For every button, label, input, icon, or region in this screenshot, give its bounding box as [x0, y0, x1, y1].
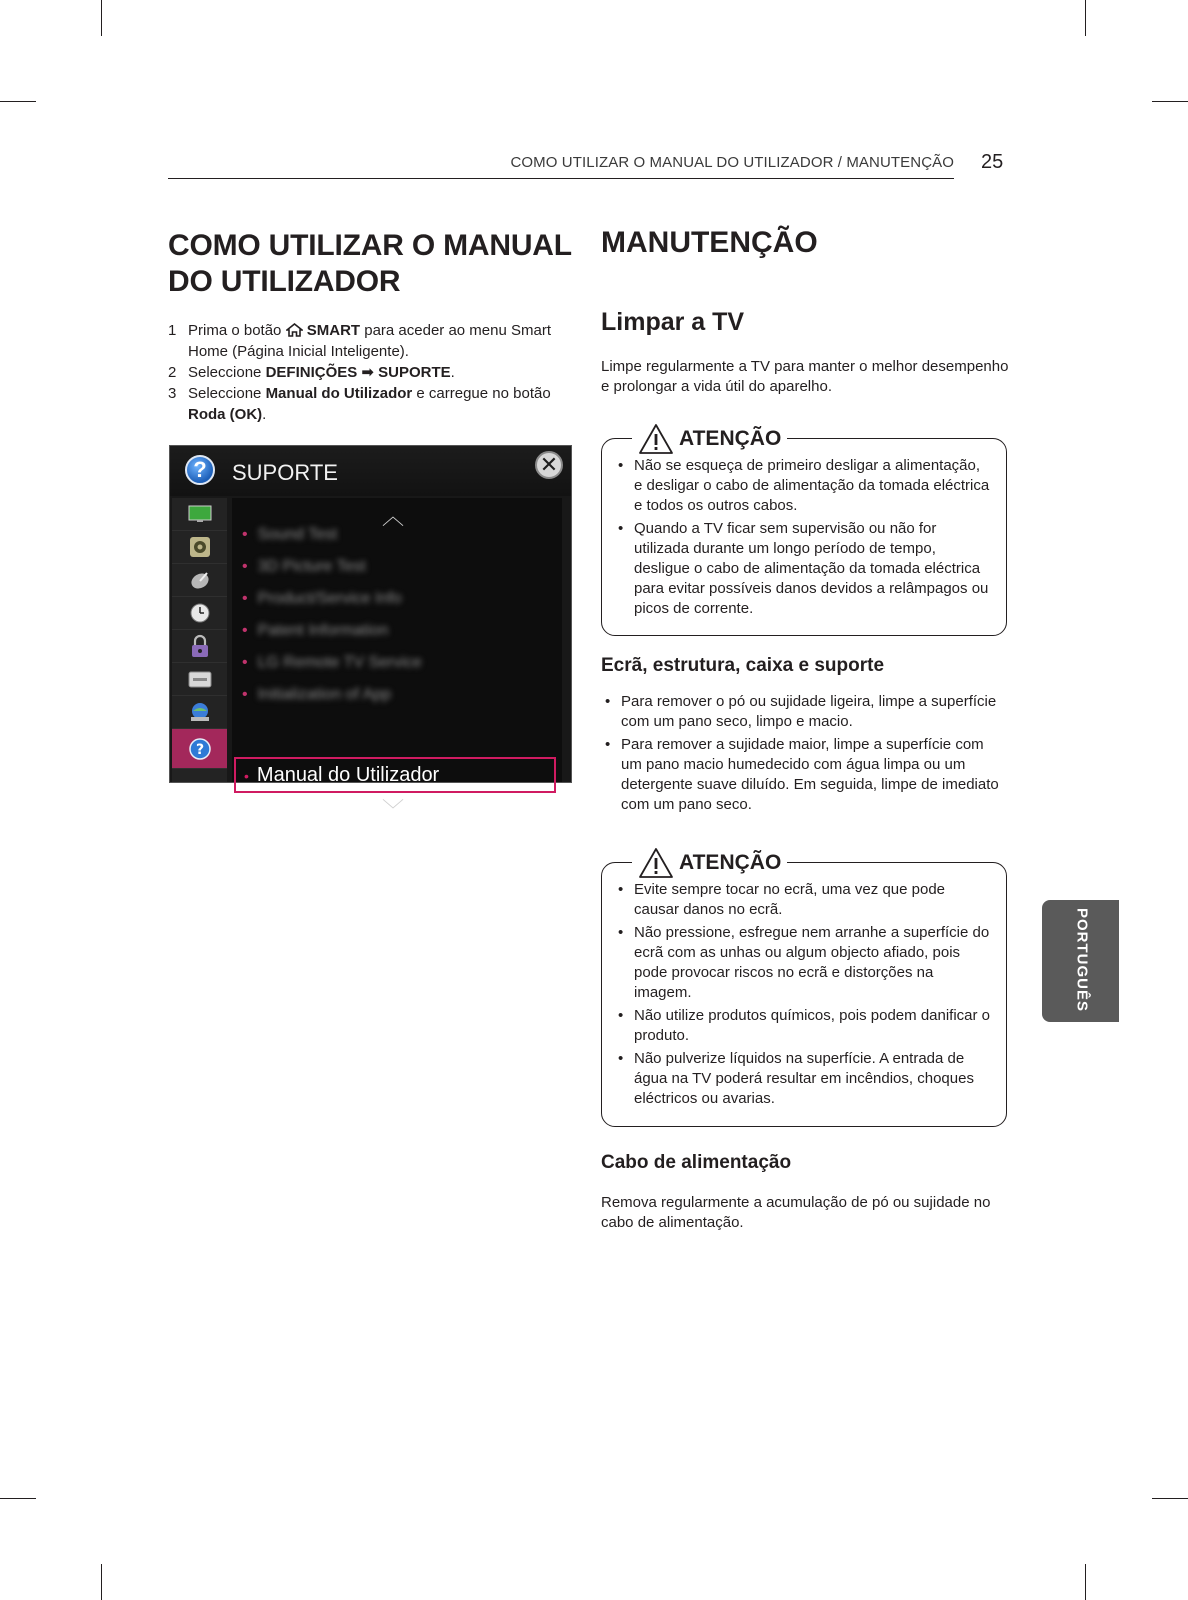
step-number: 3	[168, 385, 177, 402]
menu-item[interactable]: • Sound Test	[242, 526, 338, 543]
list-item: • Não pressione, esfregue nem arranhe a superfície do ecrã com as unhas ou algum objecto afiado, pois pode provocar riscos no ecrã e distorções na imagem.	[616, 923, 994, 1003]
menu-item-label: Patent Information	[257, 622, 389, 639]
header-rule	[168, 178, 954, 179]
svg-text:?: ?	[195, 741, 204, 758]
screen-care-list	[603, 692, 1008, 818]
running-header: COMO UTILIZAR O MANUAL DO UTILIZADOR / MANUTENÇÃO	[510, 154, 954, 171]
tv-menu-title: SUPORTE	[232, 460, 338, 485]
attention-list	[616, 880, 994, 1112]
step-text: Seleccione	[188, 385, 266, 402]
subheading-power-cable: Cabo de alimentação	[601, 1152, 792, 1173]
crop-mark	[0, 1498, 36, 1499]
step-number: 1	[168, 322, 177, 339]
network-icon[interactable]	[172, 696, 227, 729]
menu-item[interactable]: • Product/Service Info	[242, 590, 402, 607]
list-item: • Não pulverize líquidos na superfície. A entrada de água na TV poderá resultar em incêndios, choques eléctricos ou avarias.	[616, 1049, 994, 1109]
menu-item[interactable]: • 3D Picture Test	[242, 558, 366, 575]
menu-item-selected[interactable]: • Manual do Utilizador	[234, 757, 556, 793]
tv-menu-list	[232, 498, 562, 823]
list-item: • Não se esqueça de primeiro desligar a alimentação, e desligar o cabo de alimentação da tomada eléctrica e todos os outros cabos.	[616, 456, 991, 516]
subheading-screen: Ecrã, estrutura, caixa e suporte	[601, 655, 885, 676]
crop-mark	[101, 1564, 102, 1600]
step-text: Prima o botão	[188, 322, 286, 339]
language-tab	[1042, 900, 1119, 1022]
step-item	[168, 320, 578, 362]
steps-list	[168, 320, 578, 425]
menu-item[interactable]: • Initialization of App	[242, 686, 392, 703]
menu-item-label: Initialization of App	[257, 686, 392, 703]
lock-icon[interactable]	[172, 630, 227, 663]
menu-item[interactable]: • LG Remote TV Service	[242, 654, 422, 671]
crop-mark	[1152, 1498, 1188, 1499]
support-icon[interactable]	[172, 729, 227, 769]
list-item: • Evite sempre tocar no ecrã, uma vez que pode causar danos no ecrã.	[616, 880, 994, 920]
step-text: .	[262, 406, 267, 423]
power-cable-text: Remova regularmente a acumulação de pó ou sujidade no cabo de alimentação.	[601, 1194, 991, 1231]
language-tab-label: PORTUGUÊS	[1073, 907, 1091, 1013]
crop-mark	[1085, 0, 1086, 36]
close-icon[interactable]: ✕	[535, 451, 563, 479]
list-item: • Para remover o pó ou sujidade ligeira, limpe a superfície com um pano seco, limpo e macio.	[603, 692, 1008, 732]
attention-header	[632, 422, 787, 456]
help-icon: ?	[185, 455, 215, 485]
home-icon	[286, 323, 303, 337]
menu-item-label: Product/Service Info	[257, 590, 402, 607]
tv-sidebar	[172, 498, 227, 782]
step-bold: Roda (OK)	[188, 406, 263, 423]
option-icon[interactable]	[172, 663, 227, 696]
clean-tv-text: Limpe regularmente a TV para manter o melhor desempenho e prolongar a vida útil do aparelho.	[601, 358, 1009, 395]
step-item	[168, 383, 578, 425]
attention-label: ATENÇÃO	[679, 427, 782, 450]
attention-label: ATENÇÃO	[679, 851, 782, 874]
menu-item-label: 3D Picture Test	[257, 558, 366, 575]
satellite-icon[interactable]	[172, 564, 227, 597]
menu-item-label: Manual do Utilizador	[256, 764, 440, 786]
menu-item[interactable]: • Patent Information	[242, 622, 389, 639]
crop-mark	[1152, 101, 1188, 102]
scroll-down-icon[interactable]: ﹀	[382, 798, 405, 823]
scroll-up-icon[interactable]: ︿	[382, 504, 405, 529]
page-number: 25	[981, 151, 1004, 173]
crop-mark	[0, 101, 36, 102]
menu-item-label: LG Remote TV Service	[257, 654, 422, 671]
attention-header	[632, 846, 787, 880]
step-bold: Manual do Utilizador	[265, 385, 413, 402]
crop-mark	[101, 0, 102, 36]
list-item: • Quando a TV ficar sem supervisão ou não for utilizada durante um longo período de tempo, desligue o cabo de alimentação da tomada eléctrica para evitar possíveis danos devidos a relâmpagos ou picos de corrente.	[616, 519, 991, 619]
heading-line: DO UTILIZADOR	[168, 265, 401, 298]
subheading-clean-tv: Limpar a TV	[601, 308, 745, 336]
crop-mark	[1085, 1564, 1086, 1600]
step-bold: DEFINIÇÕES ➡ SUPORTE	[265, 364, 451, 381]
menu-item-label: Sound Test	[257, 526, 338, 543]
step-text: para aceder ao menu Smart Home (Página Inicial Inteligente).	[188, 322, 551, 360]
warning-icon	[638, 847, 674, 879]
step-item	[168, 362, 578, 383]
step-number: 2	[168, 364, 177, 381]
attention-list	[616, 456, 991, 622]
step-bold: SMART	[306, 322, 361, 339]
picture-icon[interactable]	[172, 498, 227, 531]
speaker-icon[interactable]	[172, 531, 227, 564]
step-text: Seleccione	[188, 364, 266, 381]
section-heading-maintenance: MANUTENÇÃO	[601, 226, 818, 259]
step-text: e carregue no botão	[412, 385, 551, 402]
tv-menu-screenshot	[169, 445, 572, 823]
section-heading-manual	[168, 228, 572, 300]
clock-icon[interactable]	[172, 597, 227, 630]
list-item: • Não utilize produtos químicos, pois podem danificar o produto.	[616, 1006, 994, 1046]
heading-line: COMO UTILIZAR O MANUAL	[168, 229, 572, 262]
step-text: .	[450, 364, 455, 381]
list-item: • Para remover a sujidade maior, limpe a superfície com um pano macio humedecido com água limpa ou um detergente suave diluído. Em seguida, limpe de imediato com um pano seco.	[603, 735, 1008, 815]
tv-menu-header	[170, 446, 571, 496]
warning-icon	[638, 423, 674, 455]
